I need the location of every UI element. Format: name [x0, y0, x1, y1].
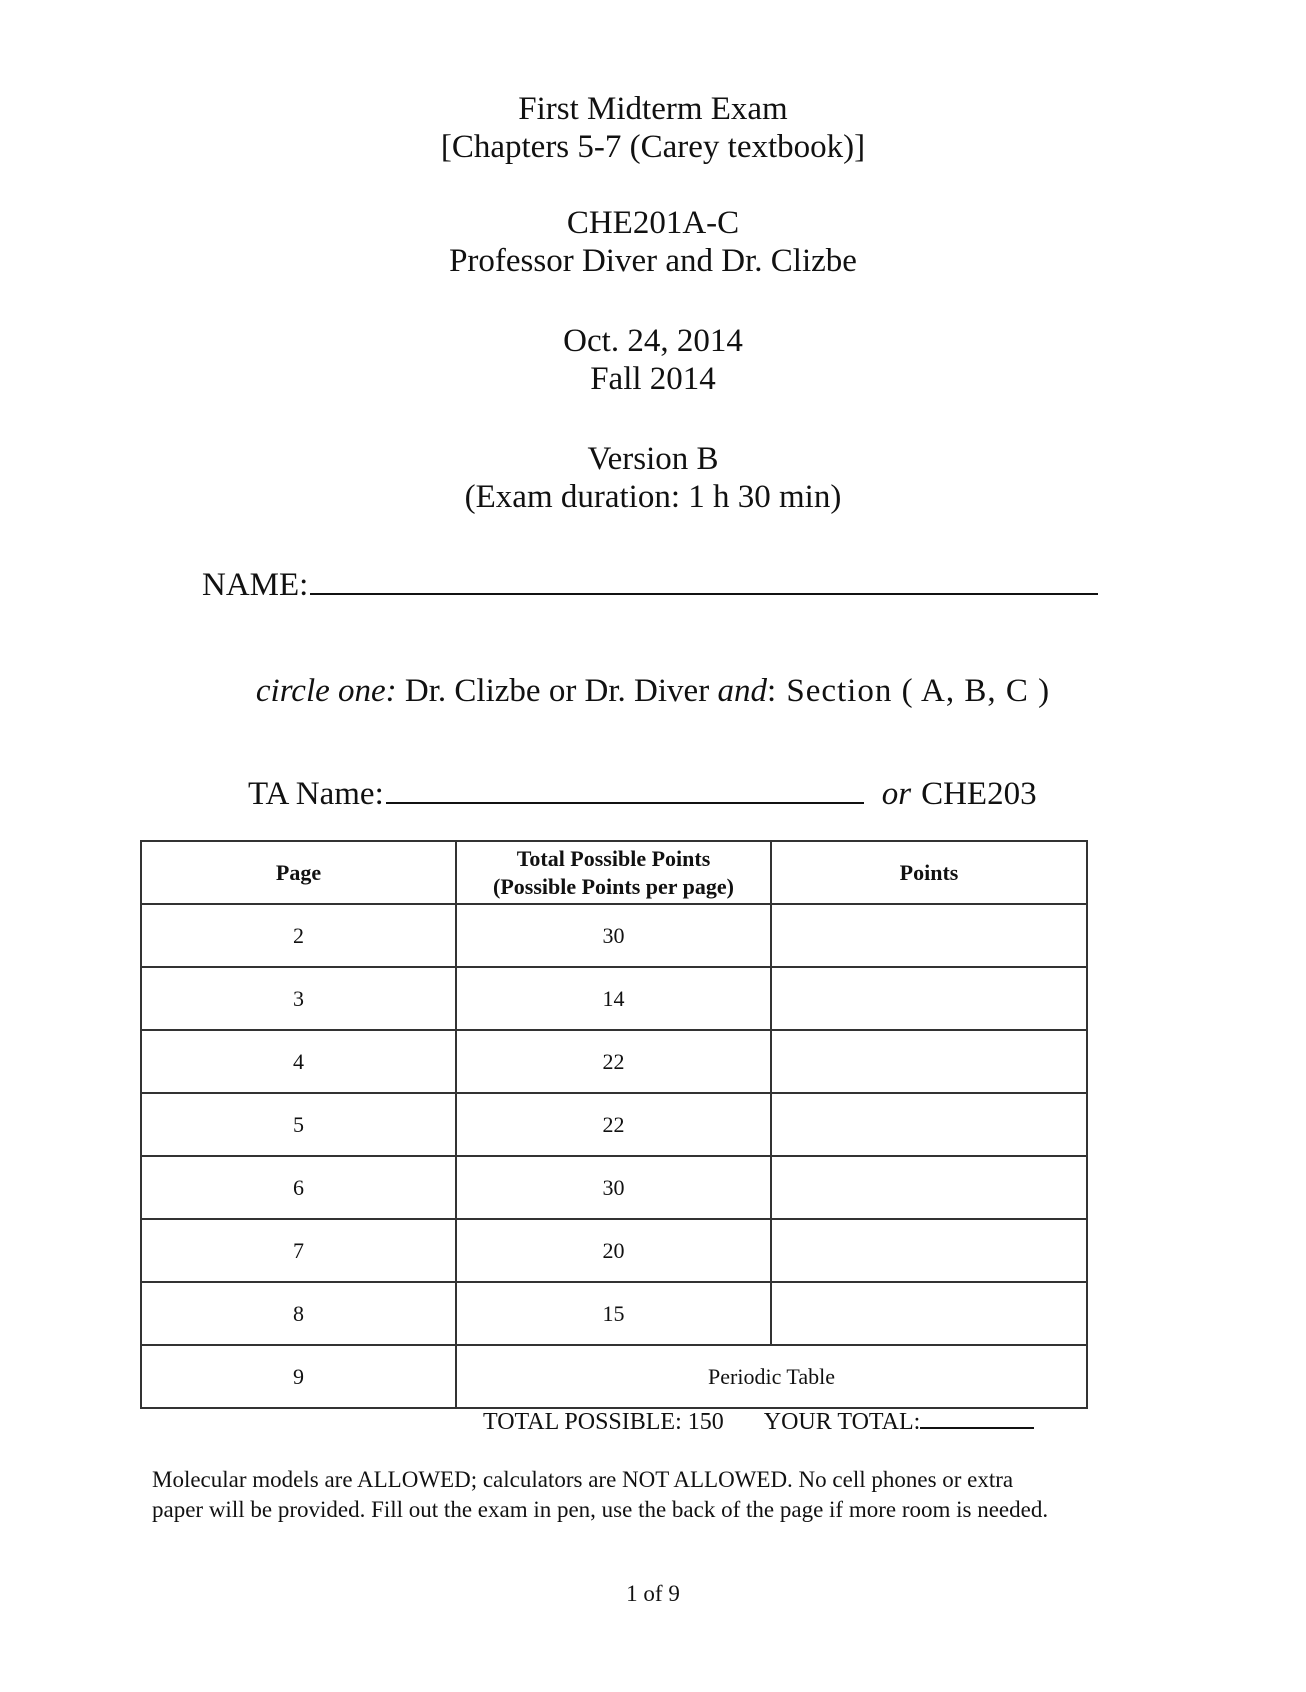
page-number: 1 of 9: [626, 1581, 680, 1606]
total-possible: TOTAL POSSIBLE: 150: [483, 1409, 724, 1435]
row-points-cell[interactable]: [771, 1282, 1087, 1345]
row-points-cell[interactable]: [771, 1219, 1087, 1282]
name-field: [202, 563, 1098, 604]
row-page: 9: [141, 1345, 456, 1408]
row-points-cell[interactable]: [771, 1030, 1087, 1093]
row-possible: 22: [456, 1093, 771, 1156]
table-row: [141, 1282, 1087, 1345]
row-page: 5: [141, 1093, 456, 1156]
ta-alternative[interactable]: CHE203: [921, 776, 1037, 812]
ta-label: TA Name:: [248, 776, 384, 812]
table-row: [141, 1156, 1087, 1219]
version-block: [0, 440, 1306, 516]
row-points-cell[interactable]: [771, 1156, 1087, 1219]
row-possible: 14: [456, 967, 771, 1030]
table-row-periodic: [141, 1345, 1087, 1408]
course-block: [0, 204, 1306, 280]
score-table: [140, 840, 1088, 1409]
row-points-cell[interactable]: [771, 904, 1087, 967]
your-total-blank[interactable]: [920, 1407, 1034, 1429]
exam-duration: (Exam duration: 1 h 30 min): [464, 479, 842, 515]
row-possible: 30: [456, 904, 771, 967]
row-page: 2: [141, 904, 456, 967]
exam-chapters: [Chapters 5-7 (Carey textbook)]: [440, 129, 866, 165]
exam-title: First Midterm Exam: [518, 91, 788, 127]
exam-term: Fall 2014: [590, 361, 716, 397]
exam-version: Version B: [587, 441, 719, 477]
header-points: Points: [771, 841, 1087, 904]
row-possible: 15: [456, 1282, 771, 1345]
instructions-line-2: paper will be provided. Fill out the exam in pen, use the back of the page if more room is needed.: [152, 1497, 1049, 1522]
ta-field: [248, 772, 1037, 813]
periodic-table-note: Periodic Table: [456, 1345, 1087, 1408]
row-page: 3: [141, 967, 456, 1030]
row-possible: 30: [456, 1156, 771, 1219]
header-page: Page: [141, 841, 456, 904]
header-possible-line1: Total Possible Points: [516, 845, 711, 871]
table-row: [141, 1219, 1087, 1282]
instructors: Professor Diver and Dr. Clizbe: [449, 243, 857, 279]
row-points-cell[interactable]: [771, 1093, 1087, 1156]
ta-blank[interactable]: [386, 772, 864, 804]
row-page: 6: [141, 1156, 456, 1219]
course-code: CHE201A-C: [566, 205, 740, 241]
instructions-line-1: Molecular models are ALLOWED; calculators are NOT ALLOWED. No cell phones or extra: [152, 1467, 1014, 1492]
circle-one-line: [0, 673, 1306, 710]
table-row: [141, 904, 1087, 967]
header-possible: [456, 841, 771, 904]
table-row: [141, 1030, 1087, 1093]
and-label: and: [717, 673, 767, 709]
your-total-label: YOUR TOTAL:: [763, 1409, 921, 1435]
row-points-cell[interactable]: [771, 967, 1087, 1030]
exam-instructions: [152, 1465, 1172, 1525]
table-header-row: [141, 841, 1087, 904]
name-label: NAME:: [202, 567, 309, 603]
instructor-options[interactable]: Dr. Clizbe or Dr. Diver: [404, 673, 710, 709]
row-page: 4: [141, 1030, 456, 1093]
row-page: 8: [141, 1282, 456, 1345]
header-possible-line2: (Possible Points per page): [493, 873, 734, 899]
name-blank[interactable]: [310, 563, 1098, 595]
row-possible: 20: [456, 1219, 771, 1282]
date-block: [0, 322, 1306, 398]
table-row: [141, 1093, 1087, 1156]
section-options[interactable]: : Section ( A, B, C ): [766, 673, 1051, 709]
ta-or-label: or: [881, 776, 912, 812]
exam-date: Oct. 24, 2014: [563, 323, 743, 359]
table-row: [141, 967, 1087, 1030]
totals-line: [483, 1407, 1034, 1436]
row-possible: 22: [456, 1030, 771, 1093]
circle-one-prefix: circle one:: [255, 673, 397, 709]
row-page: 7: [141, 1219, 456, 1282]
exam-title-block: [0, 90, 1306, 166]
